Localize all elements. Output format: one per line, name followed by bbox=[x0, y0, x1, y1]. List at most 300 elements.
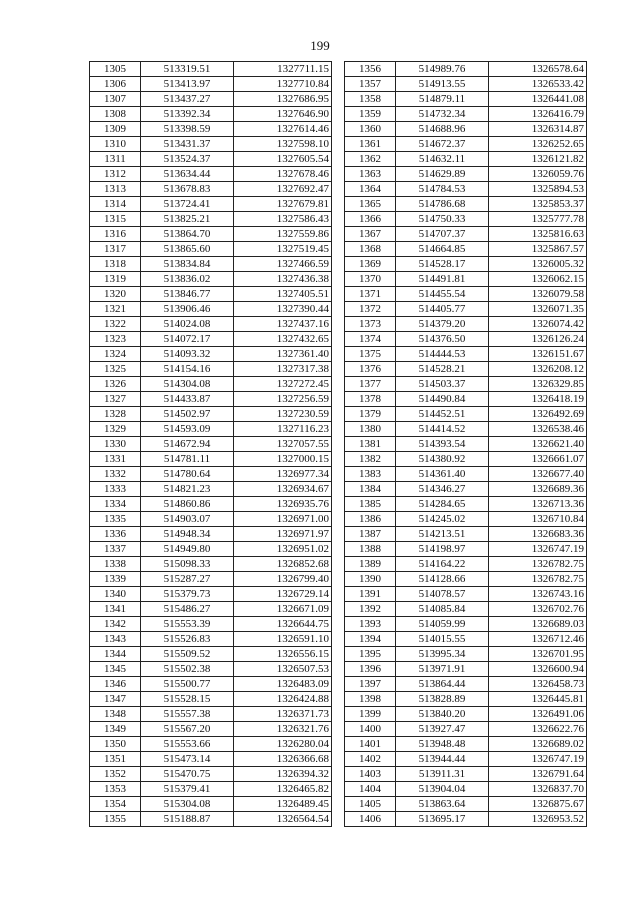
table-row bbox=[90, 227, 332, 242]
table-row bbox=[345, 812, 587, 827]
table-row bbox=[345, 227, 587, 242]
x-coordinate-cell: 514433.87 bbox=[141, 392, 234, 407]
y-coordinate-cell: 1325867.57 bbox=[489, 242, 587, 257]
point-id-cell: 1388 bbox=[345, 542, 396, 557]
y-coordinate-cell: 1326747.19 bbox=[489, 752, 587, 767]
x-coordinate-cell: 513863.64 bbox=[396, 797, 489, 812]
table-row bbox=[90, 782, 332, 797]
point-id-cell: 1338 bbox=[90, 557, 141, 572]
x-coordinate-cell: 515486.27 bbox=[141, 602, 234, 617]
table-row bbox=[345, 497, 587, 512]
table-row bbox=[345, 722, 587, 737]
point-id-cell: 1353 bbox=[90, 782, 141, 797]
y-coordinate-cell: 1326321.76 bbox=[234, 722, 332, 737]
x-coordinate-cell: 513825.21 bbox=[141, 212, 234, 227]
table-row bbox=[90, 797, 332, 812]
point-id-cell: 1381 bbox=[345, 437, 396, 452]
table-row bbox=[90, 467, 332, 482]
y-coordinate-cell: 1326366.68 bbox=[234, 752, 332, 767]
table-row bbox=[90, 137, 332, 152]
y-coordinate-cell: 1326971.97 bbox=[234, 527, 332, 542]
point-id-cell: 1361 bbox=[345, 137, 396, 152]
table-row bbox=[90, 212, 332, 227]
x-coordinate-cell: 514304.08 bbox=[141, 377, 234, 392]
y-coordinate-cell: 1326747.19 bbox=[489, 542, 587, 557]
point-id-cell: 1383 bbox=[345, 467, 396, 482]
x-coordinate-cell: 514786.68 bbox=[396, 197, 489, 212]
x-coordinate-cell: 514245.02 bbox=[396, 512, 489, 527]
y-coordinate-cell: 1326394.32 bbox=[234, 767, 332, 782]
point-id-cell: 1382 bbox=[345, 452, 396, 467]
x-coordinate-cell: 513840.20 bbox=[396, 707, 489, 722]
page-number: 199 bbox=[310, 38, 330, 53]
y-coordinate-cell: 1326208.12 bbox=[489, 362, 587, 377]
y-coordinate-cell: 1326441.08 bbox=[489, 92, 587, 107]
x-coordinate-cell: 514078.57 bbox=[396, 587, 489, 602]
x-coordinate-cell: 514452.51 bbox=[396, 407, 489, 422]
point-id-cell: 1341 bbox=[90, 602, 141, 617]
y-coordinate-cell: 1326729.14 bbox=[234, 587, 332, 602]
x-coordinate-cell: 514860.86 bbox=[141, 497, 234, 512]
table-row bbox=[345, 737, 587, 752]
point-id-cell: 1329 bbox=[90, 422, 141, 437]
x-coordinate-cell: 514128.66 bbox=[396, 572, 489, 587]
y-coordinate-cell: 1325777.78 bbox=[489, 212, 587, 227]
table-row bbox=[90, 572, 332, 587]
x-coordinate-cell: 513944.44 bbox=[396, 752, 489, 767]
table-row bbox=[90, 512, 332, 527]
y-coordinate-cell: 1326445.81 bbox=[489, 692, 587, 707]
y-coordinate-cell: 1326702.76 bbox=[489, 602, 587, 617]
table-row bbox=[90, 452, 332, 467]
x-coordinate-cell: 513634.44 bbox=[141, 167, 234, 182]
table-row bbox=[90, 437, 332, 452]
y-coordinate-cell: 1327437.16 bbox=[234, 317, 332, 332]
point-id-cell: 1323 bbox=[90, 332, 141, 347]
point-id-cell: 1313 bbox=[90, 182, 141, 197]
table-row bbox=[345, 752, 587, 767]
coordinates-table-right bbox=[344, 61, 587, 827]
y-coordinate-cell: 1326507.53 bbox=[234, 662, 332, 677]
point-id-cell: 1349 bbox=[90, 722, 141, 737]
y-coordinate-cell: 1326280.04 bbox=[234, 737, 332, 752]
point-id-cell: 1378 bbox=[345, 392, 396, 407]
point-id-cell: 1320 bbox=[90, 287, 141, 302]
point-id-cell: 1328 bbox=[90, 407, 141, 422]
x-coordinate-cell: 515526.83 bbox=[141, 632, 234, 647]
x-coordinate-cell: 514154.16 bbox=[141, 362, 234, 377]
point-id-cell: 1307 bbox=[90, 92, 141, 107]
point-id-cell: 1405 bbox=[345, 797, 396, 812]
x-coordinate-cell: 513971.91 bbox=[396, 662, 489, 677]
y-coordinate-cell: 1327686.95 bbox=[234, 92, 332, 107]
x-coordinate-cell: 514821.23 bbox=[141, 482, 234, 497]
table-row bbox=[90, 632, 332, 647]
x-coordinate-cell: 514664.85 bbox=[396, 242, 489, 257]
table-row bbox=[90, 257, 332, 272]
point-id-cell: 1379 bbox=[345, 407, 396, 422]
point-id-cell: 1402 bbox=[345, 752, 396, 767]
x-coordinate-cell: 514688.96 bbox=[396, 122, 489, 137]
point-id-cell: 1318 bbox=[90, 257, 141, 272]
table-row bbox=[345, 317, 587, 332]
table-row bbox=[90, 392, 332, 407]
coordinates-table-left bbox=[89, 61, 332, 827]
x-coordinate-cell: 513319.51 bbox=[141, 62, 234, 77]
point-id-cell: 1366 bbox=[345, 212, 396, 227]
table-row bbox=[90, 617, 332, 632]
table-row bbox=[345, 242, 587, 257]
table-row bbox=[345, 617, 587, 632]
y-coordinate-cell: 1326314.87 bbox=[489, 122, 587, 137]
point-id-cell: 1335 bbox=[90, 512, 141, 527]
x-coordinate-cell: 514164.22 bbox=[396, 557, 489, 572]
point-id-cell: 1321 bbox=[90, 302, 141, 317]
y-coordinate-cell: 1326782.75 bbox=[489, 572, 587, 587]
y-coordinate-cell: 1326710.84 bbox=[489, 512, 587, 527]
x-coordinate-cell: 514444.53 bbox=[396, 347, 489, 362]
x-coordinate-cell: 513846.77 bbox=[141, 287, 234, 302]
table-row bbox=[345, 332, 587, 347]
table-row bbox=[90, 662, 332, 677]
x-coordinate-cell: 513927.47 bbox=[396, 722, 489, 737]
table-row bbox=[90, 107, 332, 122]
y-coordinate-cell: 1327230.59 bbox=[234, 407, 332, 422]
y-coordinate-cell: 1326591.10 bbox=[234, 632, 332, 647]
point-id-cell: 1309 bbox=[90, 122, 141, 137]
y-coordinate-cell: 1327057.55 bbox=[234, 437, 332, 452]
table-row bbox=[90, 122, 332, 137]
point-id-cell: 1347 bbox=[90, 692, 141, 707]
x-coordinate-cell: 515188.87 bbox=[141, 812, 234, 827]
y-coordinate-cell: 1326621.40 bbox=[489, 437, 587, 452]
y-coordinate-cell: 1326126.24 bbox=[489, 332, 587, 347]
point-id-cell: 1358 bbox=[345, 92, 396, 107]
table-row bbox=[90, 317, 332, 332]
y-coordinate-cell: 1326079.58 bbox=[489, 287, 587, 302]
table-row bbox=[345, 707, 587, 722]
table-row bbox=[345, 782, 587, 797]
table-row bbox=[345, 557, 587, 572]
x-coordinate-cell: 514989.76 bbox=[396, 62, 489, 77]
point-id-cell: 1363 bbox=[345, 167, 396, 182]
point-id-cell: 1365 bbox=[345, 197, 396, 212]
table-row bbox=[345, 257, 587, 272]
point-id-cell: 1373 bbox=[345, 317, 396, 332]
y-coordinate-cell: 1326953.52 bbox=[489, 812, 587, 827]
table-row bbox=[345, 407, 587, 422]
table-row bbox=[90, 812, 332, 827]
point-id-cell: 1372 bbox=[345, 302, 396, 317]
table-row bbox=[90, 167, 332, 182]
y-coordinate-cell: 1327317.38 bbox=[234, 362, 332, 377]
y-coordinate-cell: 1327605.54 bbox=[234, 152, 332, 167]
y-coordinate-cell: 1326492.69 bbox=[489, 407, 587, 422]
x-coordinate-cell: 513911.31 bbox=[396, 767, 489, 782]
table-row bbox=[90, 707, 332, 722]
table-row bbox=[345, 797, 587, 812]
x-coordinate-cell: 513413.97 bbox=[141, 77, 234, 92]
x-coordinate-cell: 513437.27 bbox=[141, 92, 234, 107]
table-row bbox=[345, 302, 587, 317]
point-id-cell: 1359 bbox=[345, 107, 396, 122]
point-id-cell: 1305 bbox=[90, 62, 141, 77]
point-id-cell: 1375 bbox=[345, 347, 396, 362]
y-coordinate-cell: 1326644.75 bbox=[234, 617, 332, 632]
x-coordinate-cell: 514632.11 bbox=[396, 152, 489, 167]
x-coordinate-cell: 514198.97 bbox=[396, 542, 489, 557]
x-coordinate-cell: 514948.34 bbox=[141, 527, 234, 542]
point-id-cell: 1348 bbox=[90, 707, 141, 722]
y-coordinate-cell: 1326689.02 bbox=[489, 737, 587, 752]
point-id-cell: 1339 bbox=[90, 572, 141, 587]
y-coordinate-cell: 1327361.40 bbox=[234, 347, 332, 362]
table-row bbox=[345, 122, 587, 137]
y-coordinate-cell: 1327679.81 bbox=[234, 197, 332, 212]
point-id-cell: 1306 bbox=[90, 77, 141, 92]
y-coordinate-cell: 1327000.15 bbox=[234, 452, 332, 467]
point-id-cell: 1333 bbox=[90, 482, 141, 497]
table-row bbox=[345, 362, 587, 377]
y-coordinate-cell: 1326074.42 bbox=[489, 317, 587, 332]
point-id-cell: 1404 bbox=[345, 782, 396, 797]
table-row bbox=[90, 527, 332, 542]
y-coordinate-cell: 1326371.73 bbox=[234, 707, 332, 722]
y-coordinate-cell: 1326556.15 bbox=[234, 647, 332, 662]
point-id-cell: 1367 bbox=[345, 227, 396, 242]
point-id-cell: 1398 bbox=[345, 692, 396, 707]
y-coordinate-cell: 1326483.09 bbox=[234, 677, 332, 692]
point-id-cell: 1400 bbox=[345, 722, 396, 737]
x-coordinate-cell: 513398.59 bbox=[141, 122, 234, 137]
point-id-cell: 1342 bbox=[90, 617, 141, 632]
table-row bbox=[345, 452, 587, 467]
point-id-cell: 1336 bbox=[90, 527, 141, 542]
point-id-cell: 1374 bbox=[345, 332, 396, 347]
y-coordinate-cell: 1327272.45 bbox=[234, 377, 332, 392]
point-id-cell: 1392 bbox=[345, 602, 396, 617]
y-coordinate-cell: 1326837.70 bbox=[489, 782, 587, 797]
y-coordinate-cell: 1327256.59 bbox=[234, 392, 332, 407]
x-coordinate-cell: 514414.52 bbox=[396, 422, 489, 437]
point-id-cell: 1390 bbox=[345, 572, 396, 587]
y-coordinate-cell: 1326743.16 bbox=[489, 587, 587, 602]
x-coordinate-cell: 515528.15 bbox=[141, 692, 234, 707]
y-coordinate-cell: 1326062.15 bbox=[489, 272, 587, 287]
table-row bbox=[90, 587, 332, 602]
table-row bbox=[345, 137, 587, 152]
point-id-cell: 1355 bbox=[90, 812, 141, 827]
point-id-cell: 1327 bbox=[90, 392, 141, 407]
table-row bbox=[90, 332, 332, 347]
point-id-cell: 1362 bbox=[345, 152, 396, 167]
y-coordinate-cell: 1326252.65 bbox=[489, 137, 587, 152]
table-row bbox=[90, 272, 332, 287]
y-coordinate-cell: 1327559.86 bbox=[234, 227, 332, 242]
table-row bbox=[90, 752, 332, 767]
y-coordinate-cell: 1326465.82 bbox=[234, 782, 332, 797]
y-coordinate-cell: 1326971.00 bbox=[234, 512, 332, 527]
x-coordinate-cell: 514015.55 bbox=[396, 632, 489, 647]
table-row bbox=[90, 152, 332, 167]
point-id-cell: 1346 bbox=[90, 677, 141, 692]
point-id-cell: 1319 bbox=[90, 272, 141, 287]
y-coordinate-cell: 1326578.64 bbox=[489, 62, 587, 77]
table-row bbox=[345, 107, 587, 122]
y-coordinate-cell: 1327646.90 bbox=[234, 107, 332, 122]
y-coordinate-cell: 1326689.36 bbox=[489, 482, 587, 497]
table-row bbox=[345, 437, 587, 452]
point-id-cell: 1380 bbox=[345, 422, 396, 437]
x-coordinate-cell: 514284.65 bbox=[396, 497, 489, 512]
y-coordinate-cell: 1326683.36 bbox=[489, 527, 587, 542]
y-coordinate-cell: 1325853.37 bbox=[489, 197, 587, 212]
x-coordinate-cell: 514393.54 bbox=[396, 437, 489, 452]
y-coordinate-cell: 1327405.51 bbox=[234, 287, 332, 302]
x-coordinate-cell: 513864.44 bbox=[396, 677, 489, 692]
table-row bbox=[90, 542, 332, 557]
table-row bbox=[345, 422, 587, 437]
y-coordinate-cell: 1326701.95 bbox=[489, 647, 587, 662]
table-row bbox=[90, 557, 332, 572]
point-id-cell: 1325 bbox=[90, 362, 141, 377]
table-row bbox=[345, 152, 587, 167]
x-coordinate-cell: 513864.70 bbox=[141, 227, 234, 242]
x-coordinate-cell: 515502.38 bbox=[141, 662, 234, 677]
x-coordinate-cell: 514491.81 bbox=[396, 272, 489, 287]
point-id-cell: 1368 bbox=[345, 242, 396, 257]
y-coordinate-cell: 1327436.38 bbox=[234, 272, 332, 287]
table-row bbox=[90, 242, 332, 257]
point-id-cell: 1397 bbox=[345, 677, 396, 692]
y-coordinate-cell: 1326977.34 bbox=[234, 467, 332, 482]
point-id-cell: 1399 bbox=[345, 707, 396, 722]
table-row bbox=[345, 212, 587, 227]
y-coordinate-cell: 1327586.43 bbox=[234, 212, 332, 227]
y-coordinate-cell: 1326491.06 bbox=[489, 707, 587, 722]
point-id-cell: 1386 bbox=[345, 512, 396, 527]
x-coordinate-cell: 513392.34 bbox=[141, 107, 234, 122]
point-id-cell: 1389 bbox=[345, 557, 396, 572]
table-row bbox=[90, 422, 332, 437]
point-id-cell: 1371 bbox=[345, 287, 396, 302]
y-coordinate-cell: 1326564.54 bbox=[234, 812, 332, 827]
table-row bbox=[345, 92, 587, 107]
x-coordinate-cell: 514376.50 bbox=[396, 332, 489, 347]
x-coordinate-cell: 515509.52 bbox=[141, 647, 234, 662]
point-id-cell: 1356 bbox=[345, 62, 396, 77]
point-id-cell: 1364 bbox=[345, 182, 396, 197]
point-id-cell: 1391 bbox=[345, 587, 396, 602]
y-coordinate-cell: 1326712.46 bbox=[489, 632, 587, 647]
point-id-cell: 1406 bbox=[345, 812, 396, 827]
x-coordinate-cell: 514072.17 bbox=[141, 332, 234, 347]
table-row bbox=[90, 497, 332, 512]
point-id-cell: 1337 bbox=[90, 542, 141, 557]
point-id-cell: 1312 bbox=[90, 167, 141, 182]
x-coordinate-cell: 514503.37 bbox=[396, 377, 489, 392]
table-row bbox=[345, 392, 587, 407]
point-id-cell: 1393 bbox=[345, 617, 396, 632]
point-id-cell: 1369 bbox=[345, 257, 396, 272]
y-coordinate-cell: 1327466.59 bbox=[234, 257, 332, 272]
table-row bbox=[90, 677, 332, 692]
point-id-cell: 1311 bbox=[90, 152, 141, 167]
table-row bbox=[345, 527, 587, 542]
point-id-cell: 1394 bbox=[345, 632, 396, 647]
table-row bbox=[90, 377, 332, 392]
y-coordinate-cell: 1327710.84 bbox=[234, 77, 332, 92]
table-row bbox=[345, 647, 587, 662]
x-coordinate-cell: 514629.89 bbox=[396, 167, 489, 182]
y-coordinate-cell: 1327614.46 bbox=[234, 122, 332, 137]
x-coordinate-cell: 514346.27 bbox=[396, 482, 489, 497]
point-id-cell: 1385 bbox=[345, 497, 396, 512]
y-coordinate-cell: 1326489.45 bbox=[234, 797, 332, 812]
table-row bbox=[345, 482, 587, 497]
y-coordinate-cell: 1326671.09 bbox=[234, 602, 332, 617]
table-row bbox=[345, 167, 587, 182]
y-coordinate-cell: 1326689.03 bbox=[489, 617, 587, 632]
table-row bbox=[345, 272, 587, 287]
x-coordinate-cell: 515553.39 bbox=[141, 617, 234, 632]
x-coordinate-cell: 514750.33 bbox=[396, 212, 489, 227]
point-id-cell: 1340 bbox=[90, 587, 141, 602]
y-coordinate-cell: 1326713.36 bbox=[489, 497, 587, 512]
table-row bbox=[345, 542, 587, 557]
point-id-cell: 1370 bbox=[345, 272, 396, 287]
point-id-cell: 1326 bbox=[90, 377, 141, 392]
x-coordinate-cell: 515557.38 bbox=[141, 707, 234, 722]
x-coordinate-cell: 514502.97 bbox=[141, 407, 234, 422]
x-coordinate-cell: 515304.08 bbox=[141, 797, 234, 812]
y-coordinate-cell: 1327678.46 bbox=[234, 167, 332, 182]
x-coordinate-cell: 514085.84 bbox=[396, 602, 489, 617]
table-row bbox=[345, 662, 587, 677]
y-coordinate-cell: 1326533.42 bbox=[489, 77, 587, 92]
table-row bbox=[345, 467, 587, 482]
point-id-cell: 1308 bbox=[90, 107, 141, 122]
y-coordinate-cell: 1325816.63 bbox=[489, 227, 587, 242]
x-coordinate-cell: 514490.84 bbox=[396, 392, 489, 407]
table-row bbox=[90, 362, 332, 377]
x-coordinate-cell: 515379.73 bbox=[141, 587, 234, 602]
table-row bbox=[90, 77, 332, 92]
table-row bbox=[90, 722, 332, 737]
table-row bbox=[345, 572, 587, 587]
table-row bbox=[345, 512, 587, 527]
point-id-cell: 1331 bbox=[90, 452, 141, 467]
y-coordinate-cell: 1327598.10 bbox=[234, 137, 332, 152]
point-id-cell: 1315 bbox=[90, 212, 141, 227]
y-coordinate-cell: 1326951.02 bbox=[234, 542, 332, 557]
table-row bbox=[345, 587, 587, 602]
x-coordinate-cell: 514379.20 bbox=[396, 317, 489, 332]
y-coordinate-cell: 1326071.35 bbox=[489, 302, 587, 317]
x-coordinate-cell: 513904.04 bbox=[396, 782, 489, 797]
point-id-cell: 1403 bbox=[345, 767, 396, 782]
x-coordinate-cell: 514405.77 bbox=[396, 302, 489, 317]
point-id-cell: 1384 bbox=[345, 482, 396, 497]
x-coordinate-cell: 514528.17 bbox=[396, 257, 489, 272]
x-coordinate-cell: 515287.27 bbox=[141, 572, 234, 587]
x-coordinate-cell: 513678.83 bbox=[141, 182, 234, 197]
x-coordinate-cell: 515567.20 bbox=[141, 722, 234, 737]
y-coordinate-cell: 1326059.76 bbox=[489, 167, 587, 182]
x-coordinate-cell: 514784.53 bbox=[396, 182, 489, 197]
point-id-cell: 1351 bbox=[90, 752, 141, 767]
y-coordinate-cell: 1327390.44 bbox=[234, 302, 332, 317]
